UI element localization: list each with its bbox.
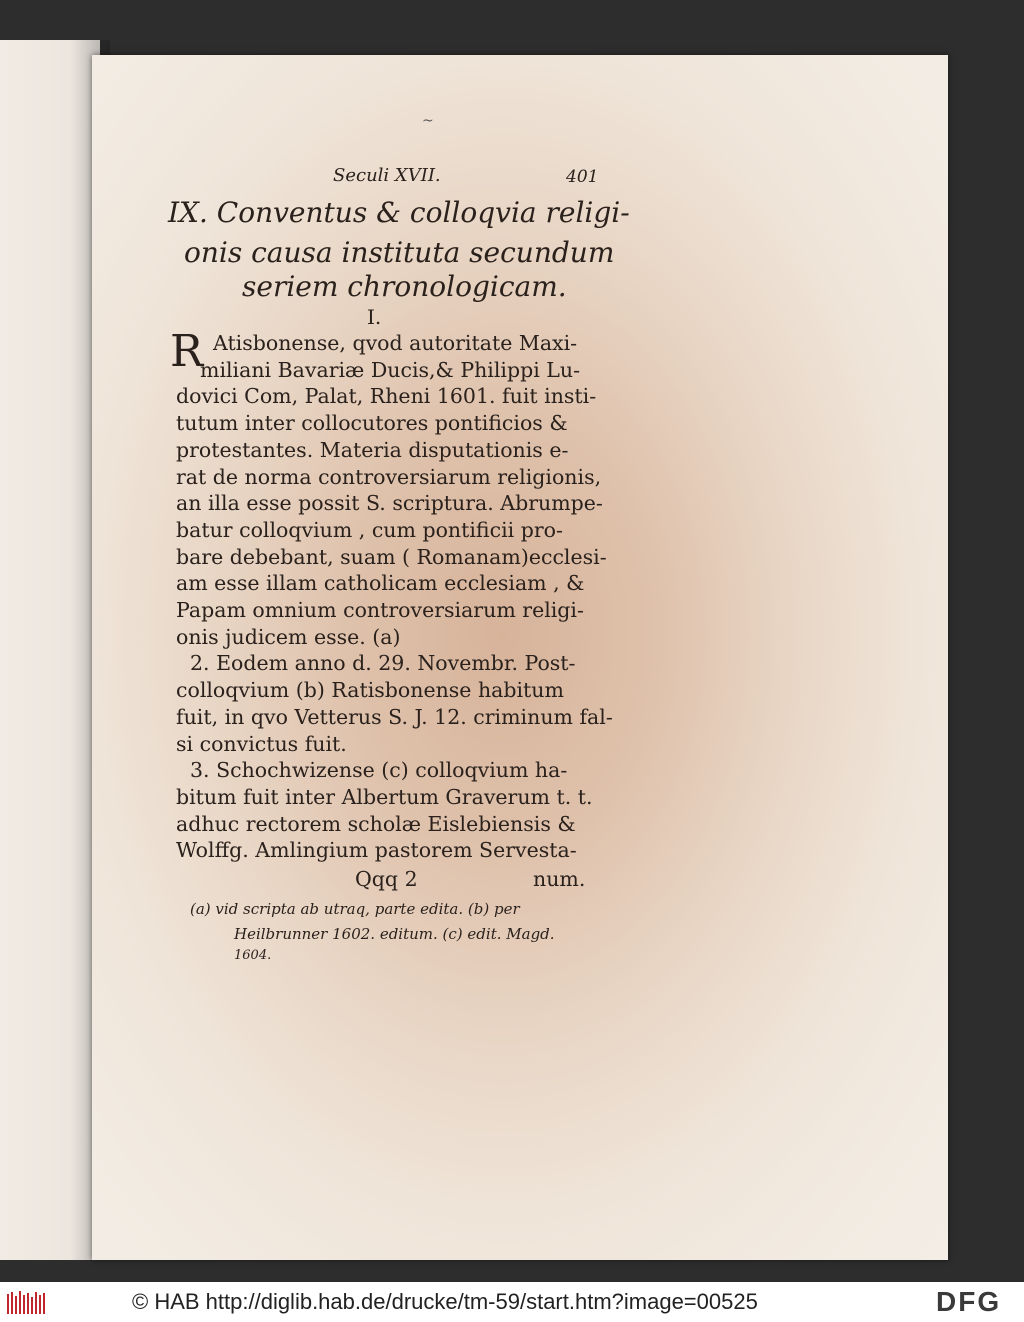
body-line: tutum inter collocutores pontificios &	[176, 411, 568, 435]
drop-cap: R	[170, 326, 204, 377]
heading-line: onis causa instituta secundum	[184, 236, 615, 269]
footnote-line: (a) vid scripta ab utraq, parte edita. (b) per	[190, 900, 520, 918]
body-line: am esse illam catholicam ecclesiam , &	[176, 571, 585, 595]
body-line: Papam omnium controversiarum religi-	[176, 598, 584, 622]
barcode-logo-icon	[6, 1290, 46, 1316]
page-number: 401	[566, 167, 599, 187]
viewer-footer	[0, 1282, 1024, 1322]
footnote-line: Heilbrunner 1602. editum. (c) edit. Magd.	[234, 925, 555, 943]
body-line: fuit, in qvo Vetterus S. J. 12. criminum fal-	[176, 705, 613, 729]
ornament: ~	[422, 113, 434, 129]
heading-line: IX. Conventus & colloqvia religi-	[168, 196, 630, 229]
body-line: rat de norma controversiarum religionis,	[176, 465, 602, 489]
body-line: Wolffg. Amlingium pastorem Servesta-	[176, 838, 577, 862]
body-line: 2. Eodem anno d. 29. Novembr. Post-	[190, 651, 576, 675]
body-line: an illa esse possit S. scriptura. Abrumpe-	[176, 491, 603, 515]
body-line: dovici Com, Palat, Rheni 1601. fuit insti-	[176, 384, 597, 408]
copyright-link[interactable]: © HAB http://diglib.hab.de/drucke/tm-59/start.htm?image=00525	[132, 1289, 758, 1314]
body-line: miliani Bavariæ Ducis,& Philippi Lu-	[200, 358, 581, 382]
body-line: bitum fuit inter Albertum Graverum t. t.	[176, 785, 593, 809]
body-line: batur colloqvium , cum pontificii pro-	[176, 518, 563, 542]
dfg-logo: DFG	[936, 1286, 1002, 1317]
body-line: adhuc rectorem scholæ Eislebiensis &	[176, 812, 576, 836]
heading-line: seriem chronologicam.	[242, 270, 567, 303]
body-line: protestantes. Materia disputationis e-	[176, 438, 569, 462]
body-line: Atisbonense, qvod autoritate Maxi-	[213, 331, 578, 355]
body-line: si convictus fuit.	[176, 732, 347, 756]
body-line: 3. Schochwizense (c) colloqvium ha-	[190, 758, 568, 782]
section-number: I.	[367, 305, 382, 329]
running-title: Seculi XVII.	[333, 165, 441, 186]
body-line: onis judicem esse. (a)	[176, 625, 401, 649]
catchword: num.	[533, 867, 586, 891]
footnote-line: 1604.	[234, 948, 272, 963]
body-line: bare debebant, suam ( Romanam)ecclesi-	[176, 545, 607, 569]
signature-mark: Qqq 2	[355, 867, 418, 891]
body-line: colloqvium (b) Ratisbonense habitum	[176, 678, 564, 702]
